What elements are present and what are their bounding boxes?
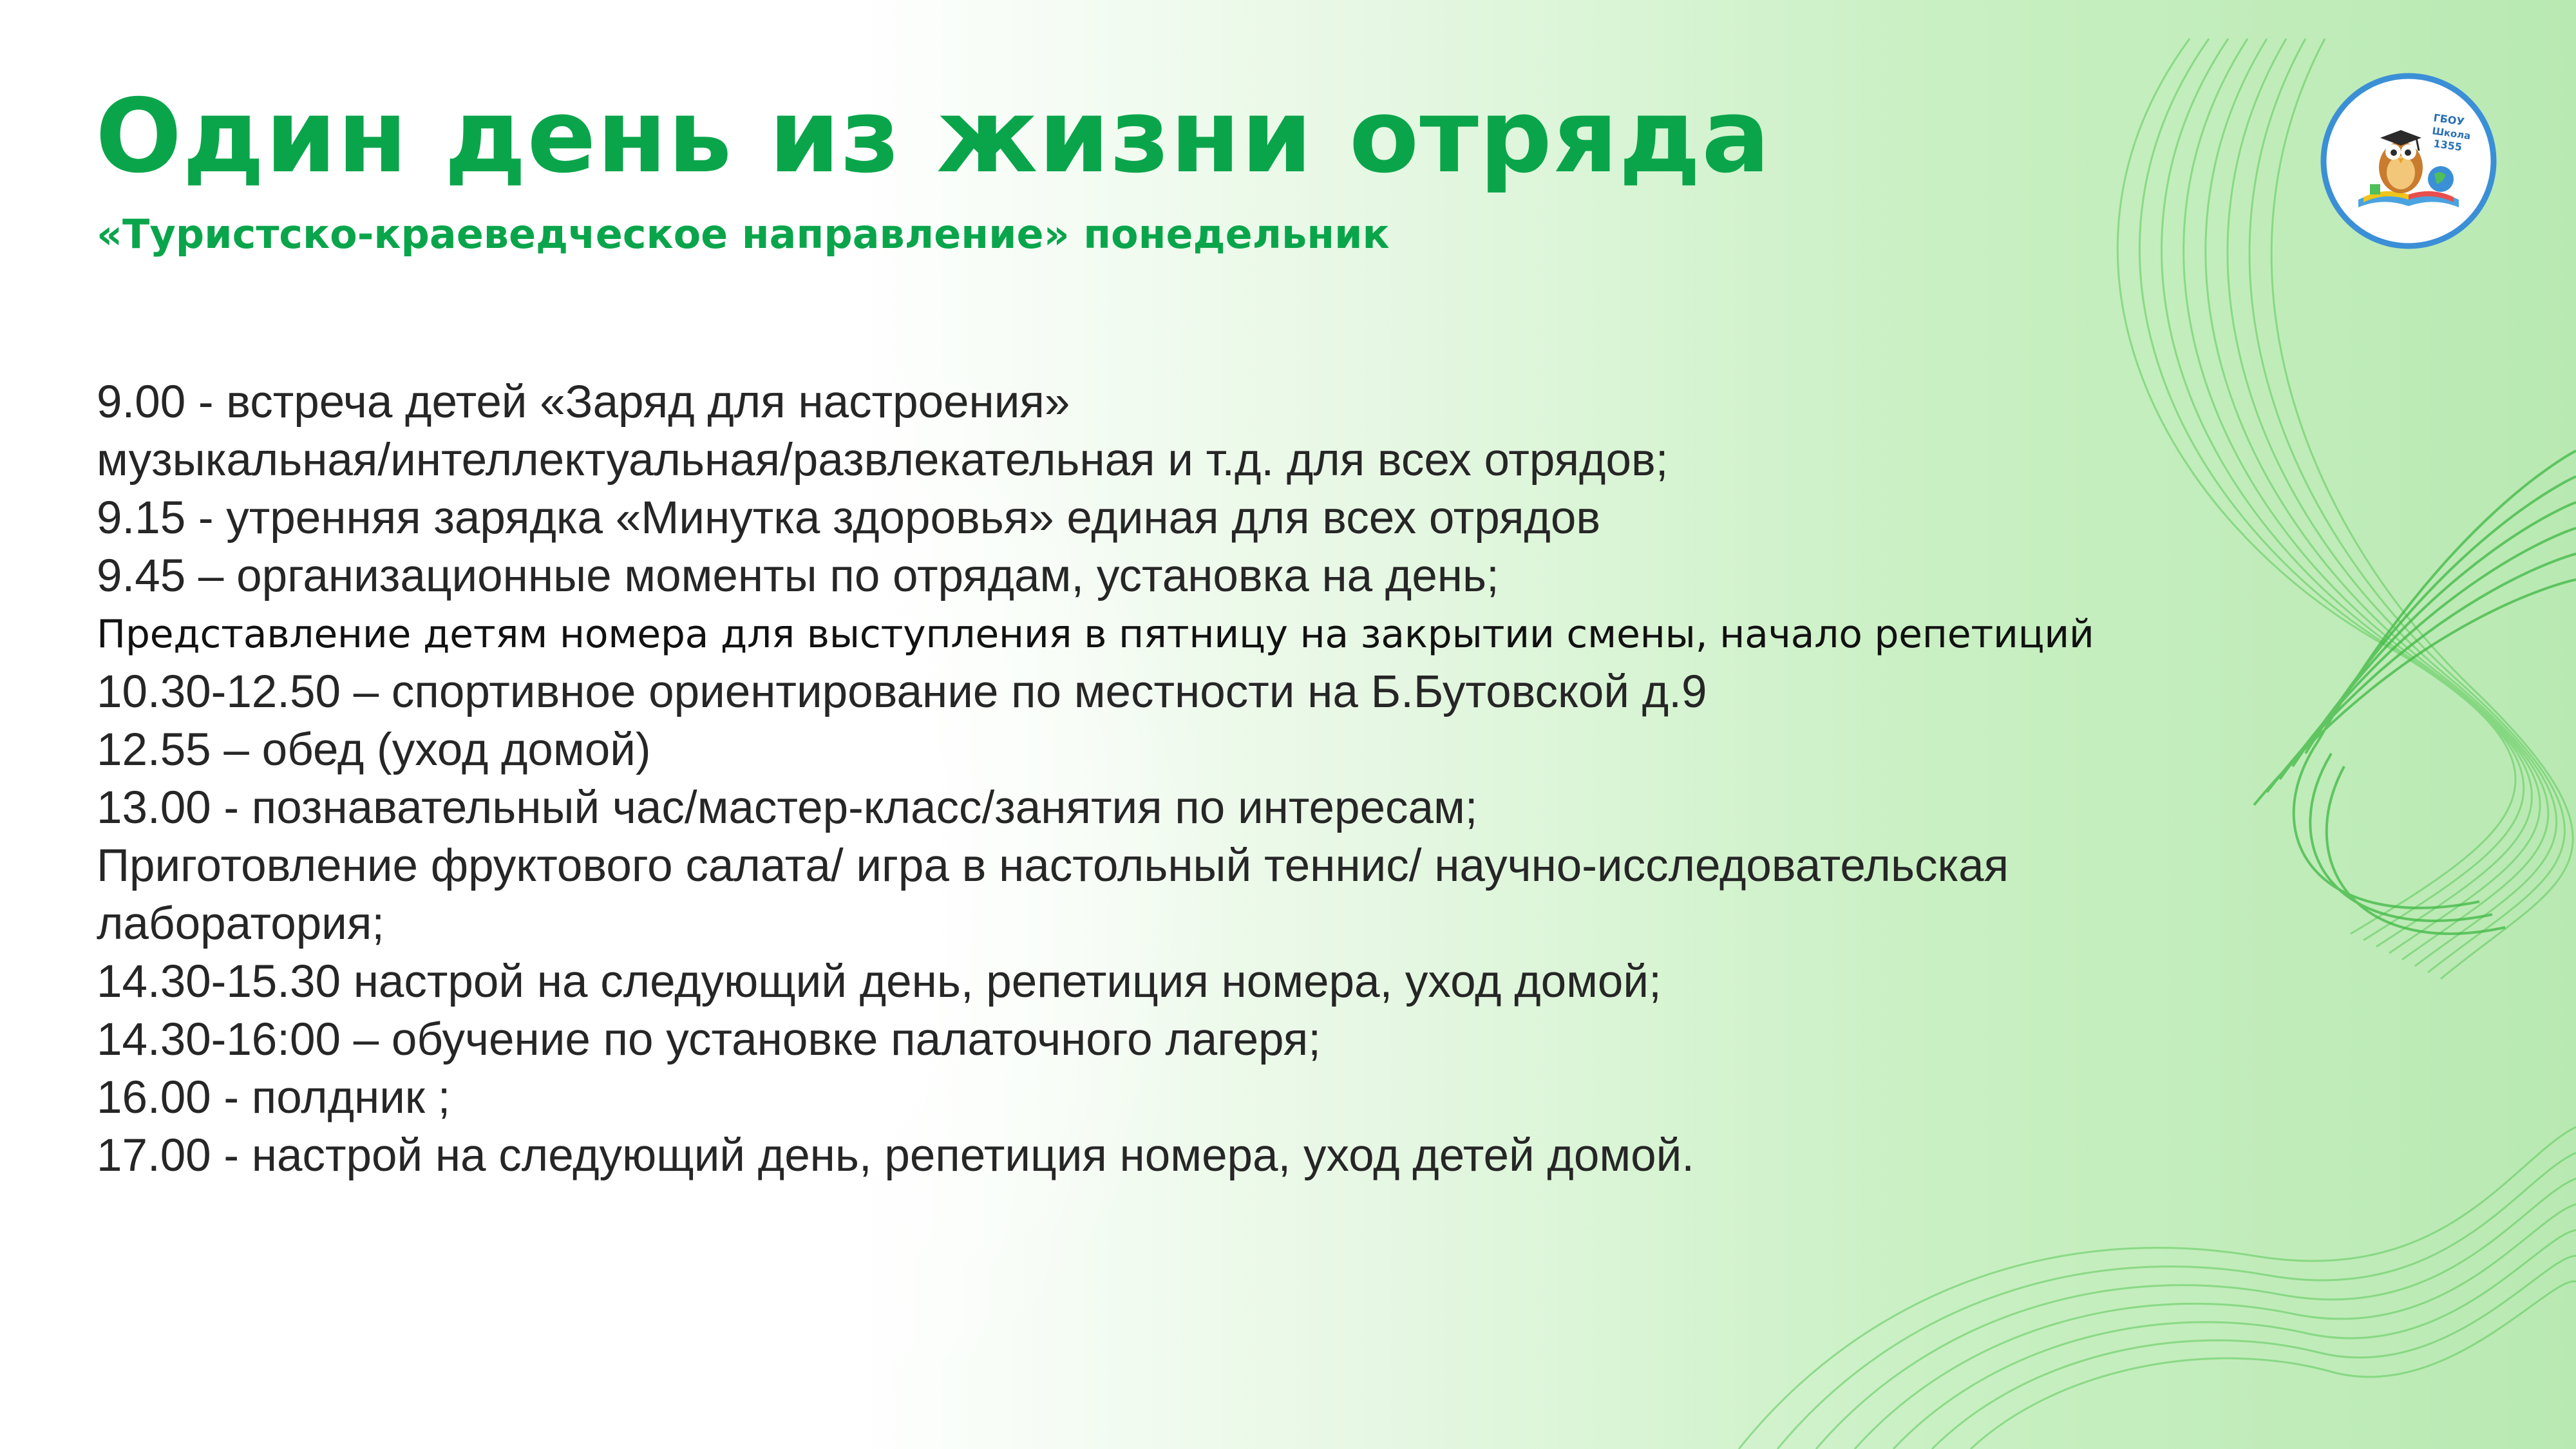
schedule-item: Представление детям номера для выступления в пятницу на закрытии смены, начало репетиций	[97, 612, 2094, 657]
schedule-item: 10.30-12.50 – спортивное ориентирование по местности на Б.Бутовской д.9	[97, 667, 1707, 717]
schedule-item: 9.15 - утренняя зарядка «Минутка здоровья» единая для всех отрядов	[97, 493, 1601, 544]
pencil-cup-icon	[2370, 184, 2380, 194]
schedule-item: 9.45 – организационные моменты по отрядам, установка на день;	[97, 551, 1499, 601]
schedule-item: 12.55 – обед (уход домой)	[97, 724, 651, 775]
schedule-item: музыкальная/интеллектуальная/развлекательная и т.д. для всех отрядов;	[97, 435, 1669, 486]
schedule-item: 14.30-16:00 – обучение по установке палаточного лагеря;	[97, 1014, 1321, 1065]
logo-text-line2: Школа	[2431, 125, 2472, 142]
owl-icon	[2379, 130, 2423, 193]
page-subtitle: «Туристско-краеведческое направление» понедельник	[97, 211, 1390, 258]
schedule-item: 9.00 - встреча детей «Заряд для настроения»	[97, 377, 1070, 428]
schedule-item: Приготовление фруктового салата/ игра в настольный теннис/ научно-исследовательская	[97, 840, 2009, 891]
schedule-list	[97, 374, 2222, 1185]
schedule-item: 16.00 - полдник ;	[97, 1072, 451, 1123]
page-title: Один день из жизни отряда	[95, 77, 1771, 196]
schedule-item: 14.30-15.30 настрой на следующий день, репетиция номера, уход домой;	[97, 956, 1662, 1007]
logo-text-line3: 1355	[2432, 137, 2463, 154]
schedule-item: 17.00 - настрой на следующий день, репетиция номера, уход детей домой.	[97, 1130, 1695, 1181]
schedule-item: лаборатория;	[97, 898, 385, 949]
globe-icon	[2428, 166, 2454, 192]
school-owl-logo-icon	[2318, 71, 2499, 251]
schedule-item: 13.00 - познавательный час/мастер-класс/занятия по интересам;	[97, 782, 1478, 833]
logo-text-line1: ГБОУ	[2432, 111, 2465, 128]
